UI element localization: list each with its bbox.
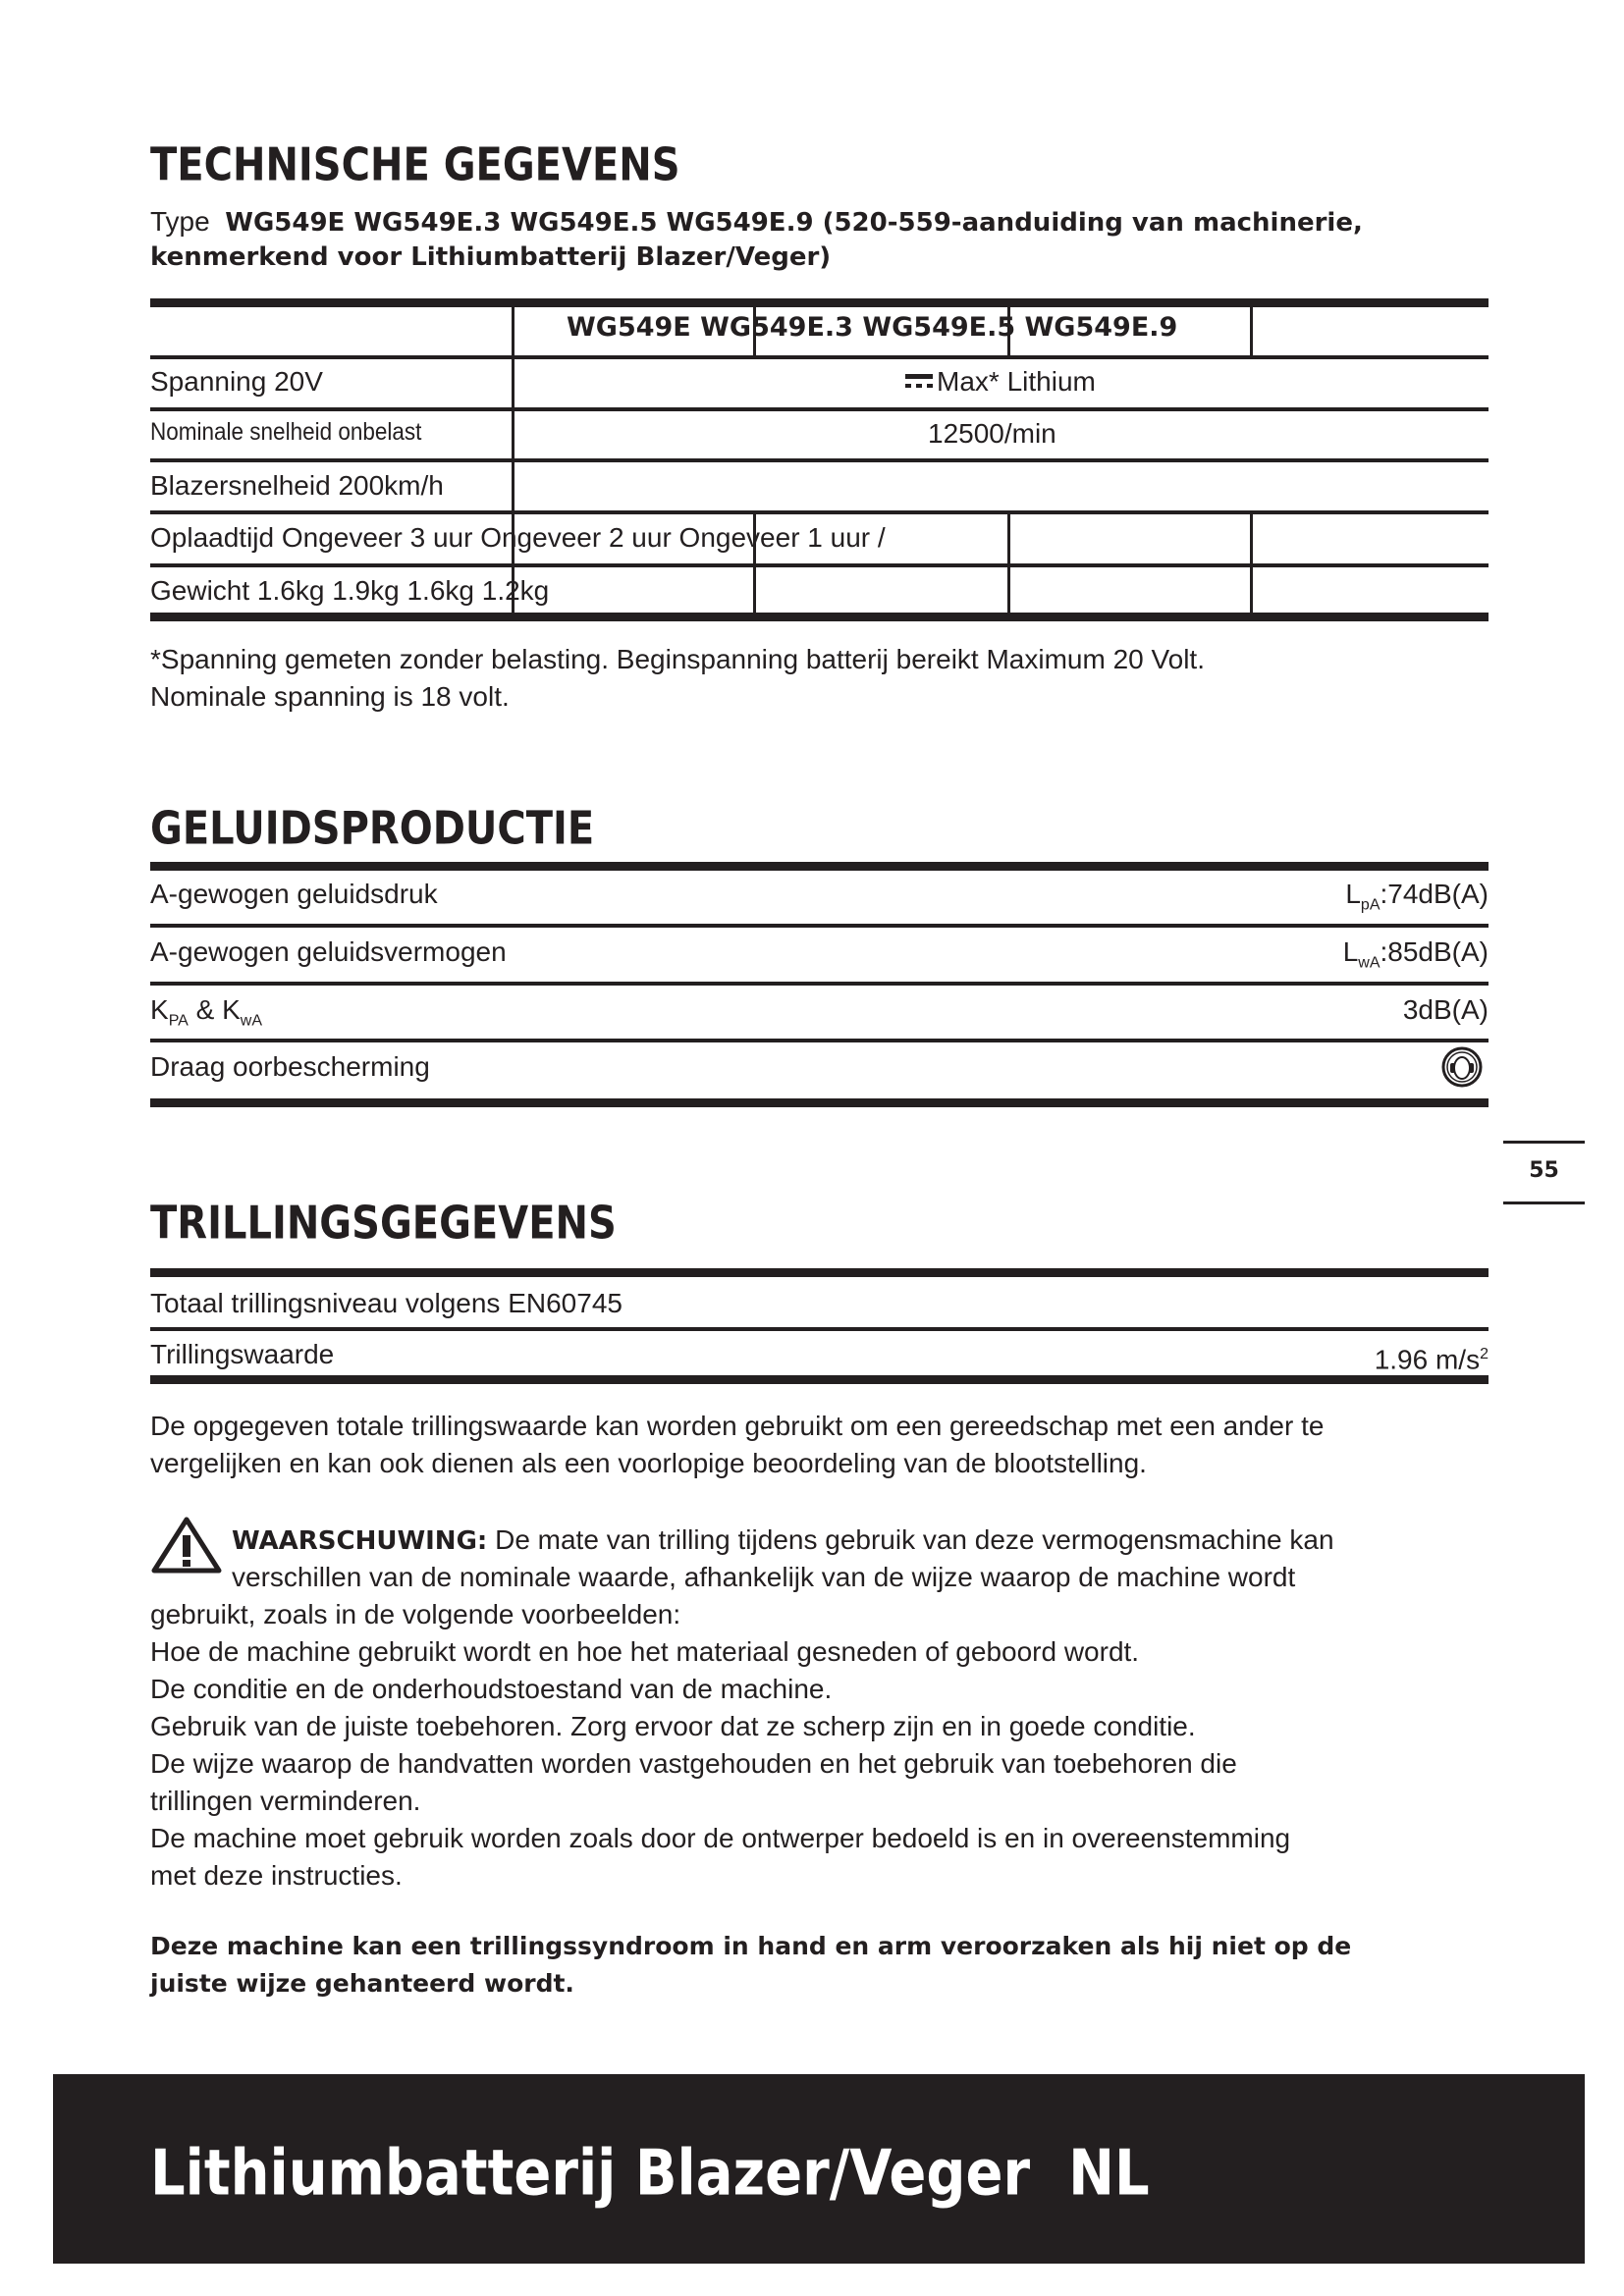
warning-line: trillingen verminderen. (150, 1786, 421, 1816)
noise-label (150, 991, 262, 1041)
subscript: PA (168, 1012, 189, 1030)
symbol: L (1345, 879, 1361, 909)
noise-value (1345, 876, 1489, 925)
type-label: Type (150, 206, 210, 237)
symbol: L (1342, 936, 1359, 967)
warning-line (232, 1522, 1334, 1560)
value: :85dB(A) (1380, 936, 1489, 967)
subscript: wA (240, 1012, 262, 1030)
footer-band (53, 2074, 1585, 2264)
paragraph: vergelijken en kan ook dienen als een voorlopige beoordeling van de blootstelling. (150, 1448, 1147, 1478)
rule (150, 1039, 1489, 1042)
type-value: WG549E WG549E.3 WG549E.5 WG549E.9 (520-559-aanduiding van machinerie, (225, 208, 1363, 238)
superscript: 2 (1480, 1346, 1489, 1362)
rule (150, 458, 1489, 462)
row-label: Blazersnelheid 200km/h (150, 470, 444, 501)
warning-line: De wijze waarop de handvatten worden vastgehouden en het gebruik van toebehoren die (150, 1748, 1237, 1779)
table-bottom-rule (150, 613, 1489, 621)
voltage-value: Max* Lithium (937, 366, 1096, 397)
footnote: Nominale spanning is 18 volt. (150, 681, 510, 712)
vibration-value (1375, 1336, 1489, 1378)
page-number-rule (1503, 1201, 1585, 1204)
noise-label: A-gewogen geluidsvermogen (150, 936, 507, 967)
warning-line: met deze instructies. (150, 1860, 403, 1891)
symbol: & K (188, 994, 241, 1025)
footnote: *Spanning gemeten zonder belasting. Beginspanning batterij bereikt Maximum 20 Volt. (150, 644, 1205, 674)
rule (150, 355, 1489, 359)
warning-line: Gebruik van de juiste toebehoren. Zorg ervoor dat ze scherp zijn en in goede conditie. (150, 1711, 1196, 1741)
rule (150, 862, 1489, 871)
bold-warning: juiste wijze gehanteerd wordt. (150, 1969, 574, 1998)
col-divider (512, 307, 514, 613)
rule (150, 1375, 1489, 1384)
rule (150, 1268, 1489, 1277)
noise-label: Draag oorbescherming (150, 1051, 430, 1082)
vibration-row: Totaal trillingsniveau volgens EN60745 (150, 1288, 623, 1318)
warning-text: De mate van trilling tijdens gebruik van deze vermogensmachine kan (487, 1524, 1334, 1555)
row-value (905, 366, 1096, 398)
rule (150, 1327, 1489, 1331)
row-label: Nominale snelheid onbelast (150, 418, 422, 446)
type-line-2: kenmerkend voor Lithiumbatterij Blazer/Veger) (150, 242, 832, 272)
section-title-technical: TECHNISCHE GEGEVENS (150, 139, 680, 191)
warning-line: verschillen van de nominale waarde, afhankelijk van de wijze waarop de machine wordt (232, 1562, 1296, 1592)
rule (150, 563, 1489, 567)
page-number-rule (1503, 1141, 1585, 1144)
col-divider (1007, 512, 1010, 613)
row-label: Spanning 20V (150, 366, 323, 397)
row-label: Oplaadtijd Ongeveer 3 uur Ongeveer 2 uur Ongeveer 1 uur / (150, 522, 886, 553)
rule (150, 1098, 1489, 1107)
paragraph: De opgegeven totale trillingswaarde kan worden gebruikt om een gereedschap met een ander te (150, 1411, 1325, 1441)
warning-line: De conditie en de onderhoudstoestand van de machine. (150, 1674, 833, 1704)
warning-line: gebruikt, zoals in de volgende voorbeelden: (150, 1599, 681, 1629)
dc-current-icon (905, 374, 933, 393)
noise-label: A-gewogen geluidsdruk (150, 879, 438, 909)
rule (150, 407, 1489, 411)
ear-protection-icon (1441, 1046, 1483, 1088)
symbol: K (150, 994, 169, 1025)
warning-triangle-icon (150, 1516, 223, 1575)
value: :74dB(A) (1380, 879, 1489, 909)
footer-title: Lithiumbatterij Blazer/Veger NL (150, 2137, 1150, 2211)
table-top-rule (150, 298, 1489, 307)
bold-warning: Deze machine kan een trillingssyndroom in hand en arm veroorzaken als hij niet op de (150, 1932, 1352, 1960)
col-divider (1250, 512, 1253, 613)
value: 1.96 m/s (1374, 1344, 1481, 1375)
section-title-noise: GELUIDSPRODUCTIE (150, 803, 595, 855)
subscript: wA (1358, 954, 1380, 972)
vibration-label: Trillingswaarde (150, 1339, 335, 1369)
warning-line: Hoe de machine gebruikt wordt en hoe het materiaal gesneden of geboord wordt. (150, 1636, 1140, 1667)
type-line-1 (150, 203, 1363, 241)
noise-value (1343, 934, 1489, 983)
row-label: Gewicht 1.6kg 1.9kg 1.6kg 1.2kg (150, 575, 550, 606)
row-value: 12500/min (928, 418, 1056, 449)
rule (150, 982, 1489, 986)
section-title-vibration: TRILLINGSGEGEVENS (150, 1198, 617, 1250)
table-header-models: WG549E WG549E.3 WG549E.5 WG549E.9 (567, 312, 1178, 343)
page-number: 55 (1529, 1158, 1559, 1183)
col-divider (1250, 307, 1253, 355)
subscript: pA (1360, 896, 1380, 914)
warning-line: De machine moet gebruik worden zoals door de ontwerper bedoeld is en in overeenstemming (150, 1823, 1291, 1853)
warning-label: WAARSCHUWING: (232, 1526, 488, 1556)
rule (150, 924, 1489, 928)
rule (150, 510, 1489, 514)
noise-value: 3dB(A) (1402, 994, 1489, 1025)
